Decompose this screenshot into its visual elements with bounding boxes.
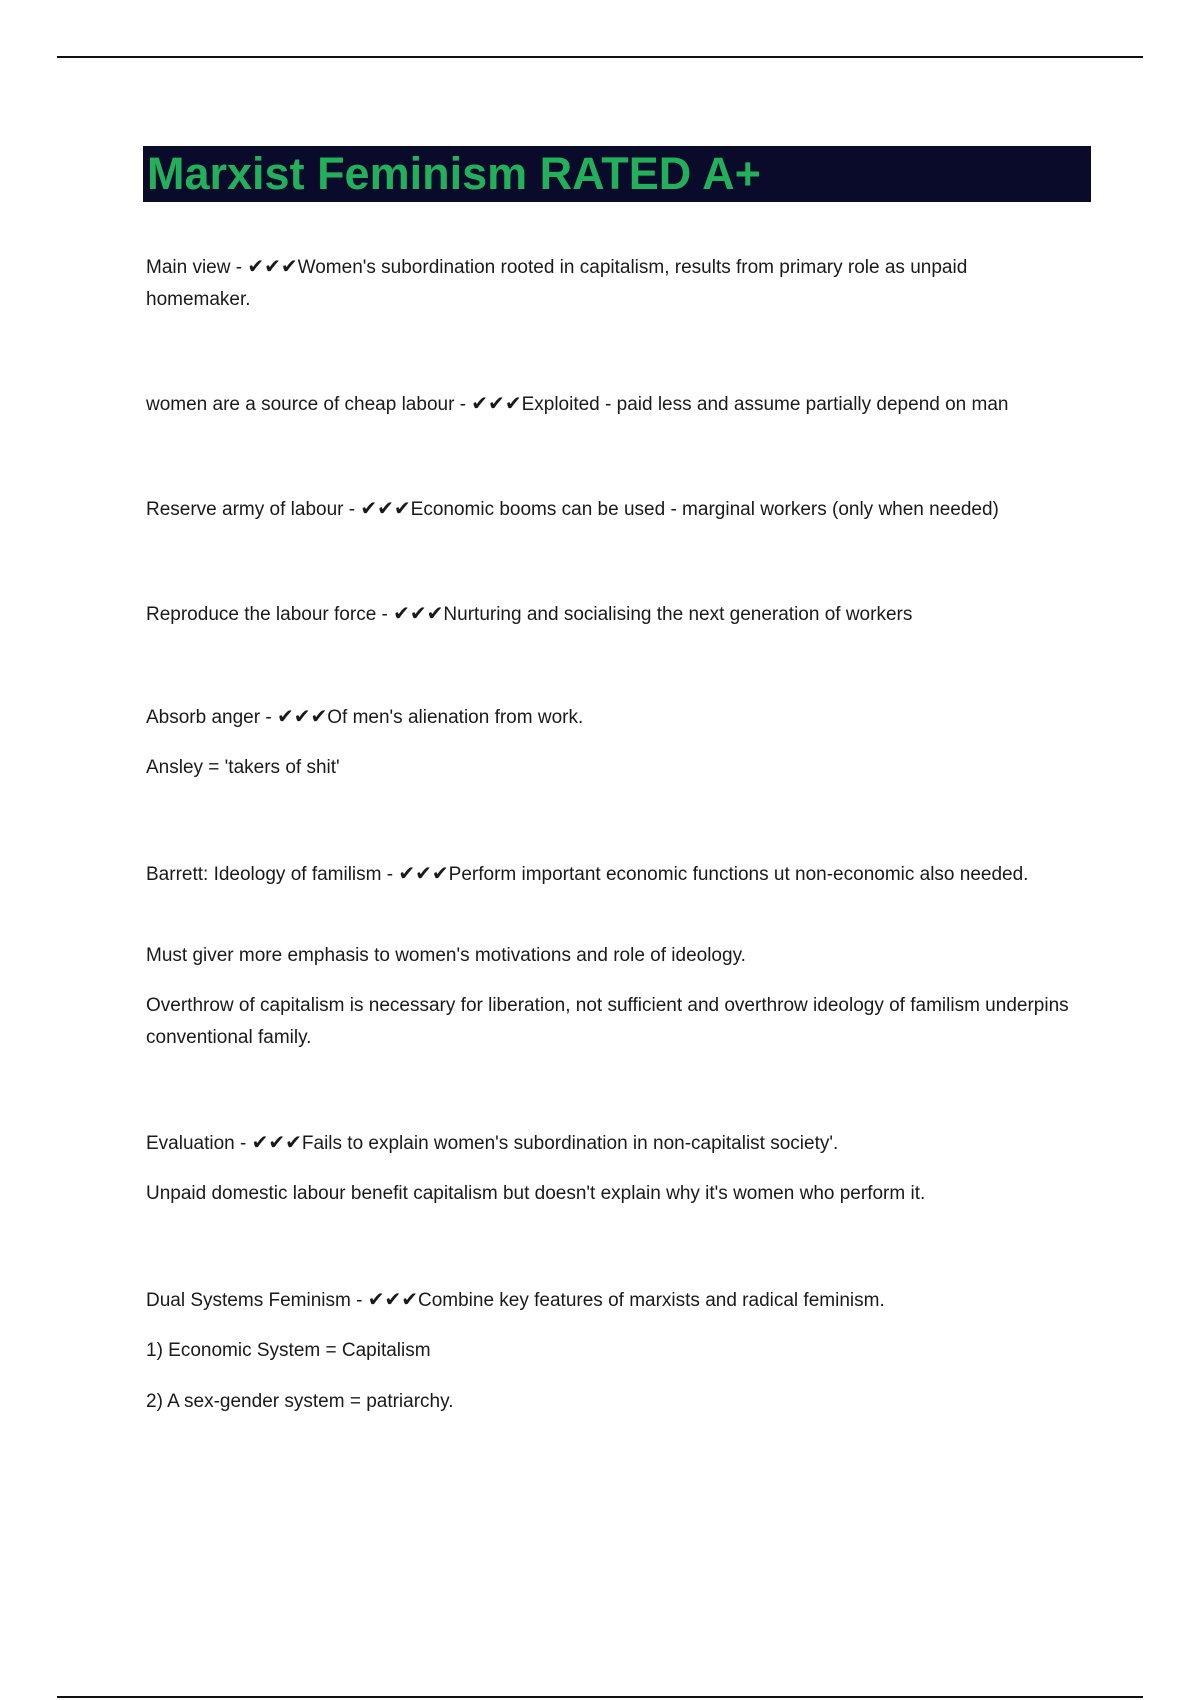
check-marks-icon: ✔✔✔ bbox=[398, 861, 449, 885]
entry-term: Main view - bbox=[146, 257, 248, 278]
entry-answer: Combine key features of marxists and radical feminism. bbox=[417, 1290, 885, 1311]
entry-reproduce-labour bbox=[146, 597, 1076, 631]
entry-answer: Fails to explain women's subordination in non-capitalist society'. bbox=[301, 1133, 839, 1154]
entry-term: Barrett: Ideology of familism - bbox=[146, 864, 399, 885]
note-barrett-emphasis: Must giver more emphasis to women's motivations and role of ideology. bbox=[146, 945, 746, 966]
entry-reserve-army bbox=[146, 492, 1076, 526]
entry-term: Reproduce the labour force - bbox=[146, 604, 394, 625]
entry-barrett bbox=[146, 857, 1076, 891]
entry-answer: Nurturing and socialising the next generation of workers bbox=[443, 604, 913, 625]
page-top-rule bbox=[57, 56, 1143, 58]
page-bottom-rule bbox=[57, 1696, 1143, 1698]
note-evaluation-unpaid: Unpaid domestic labour benefit capitalism but doesn't explain why it's women who perform it. bbox=[146, 1183, 926, 1204]
check-marks-icon: ✔✔✔ bbox=[471, 391, 522, 415]
entry-main-view bbox=[146, 250, 1076, 316]
entry-absorb-anger bbox=[146, 700, 1076, 734]
entry-cheap-labour bbox=[146, 387, 1076, 421]
note-dual-sex-gender: 2) A sex-gender system = patriarchy. bbox=[146, 1391, 454, 1412]
entry-answer: Women's subordination rooted in capitalism, results from primary role as unpaid homemaker. bbox=[146, 257, 968, 310]
entry-term: Absorb anger - bbox=[146, 707, 277, 728]
entry-term: Dual Systems Feminism - bbox=[146, 1290, 368, 1311]
entry-answer: Of men's alienation from work. bbox=[327, 707, 584, 728]
entry-answer: Exploited - paid less and assume partially depend on man bbox=[521, 394, 1009, 415]
note-dual-economic: 1) Economic System = Capitalism bbox=[146, 1340, 431, 1361]
entry-dual-systems bbox=[146, 1283, 1076, 1317]
entry-term: Reserve army of labour - bbox=[146, 499, 361, 520]
check-marks-icon: ✔✔✔ bbox=[276, 704, 328, 728]
check-marks-icon: ✔✔✔ bbox=[360, 496, 411, 520]
check-marks-icon: ✔✔✔ bbox=[251, 1130, 302, 1154]
note-ansley: Ansley = 'takers of shit' bbox=[146, 757, 340, 778]
title-banner bbox=[143, 146, 1091, 202]
entry-evaluation bbox=[146, 1126, 1076, 1160]
check-marks-icon: ✔✔✔ bbox=[247, 254, 298, 278]
document-title: Marxist Feminism RATED A+ bbox=[147, 148, 761, 199]
entry-answer: Economic booms can be used - marginal workers (only when needed) bbox=[410, 499, 999, 520]
entry-term: Evaluation - bbox=[146, 1133, 252, 1154]
check-marks-icon: ✔✔✔ bbox=[367, 1287, 418, 1311]
check-marks-icon: ✔✔✔ bbox=[393, 601, 444, 625]
note-barrett-overthrow: Overthrow of capitalism is necessary for liberation, not sufficient and overthrow ideology of familism underpins conventional family. bbox=[146, 995, 1069, 1048]
entry-term: women are a source of cheap labour - bbox=[146, 394, 472, 415]
entry-answer: Perform important economic functions ut non-economic also needed. bbox=[448, 864, 1029, 885]
